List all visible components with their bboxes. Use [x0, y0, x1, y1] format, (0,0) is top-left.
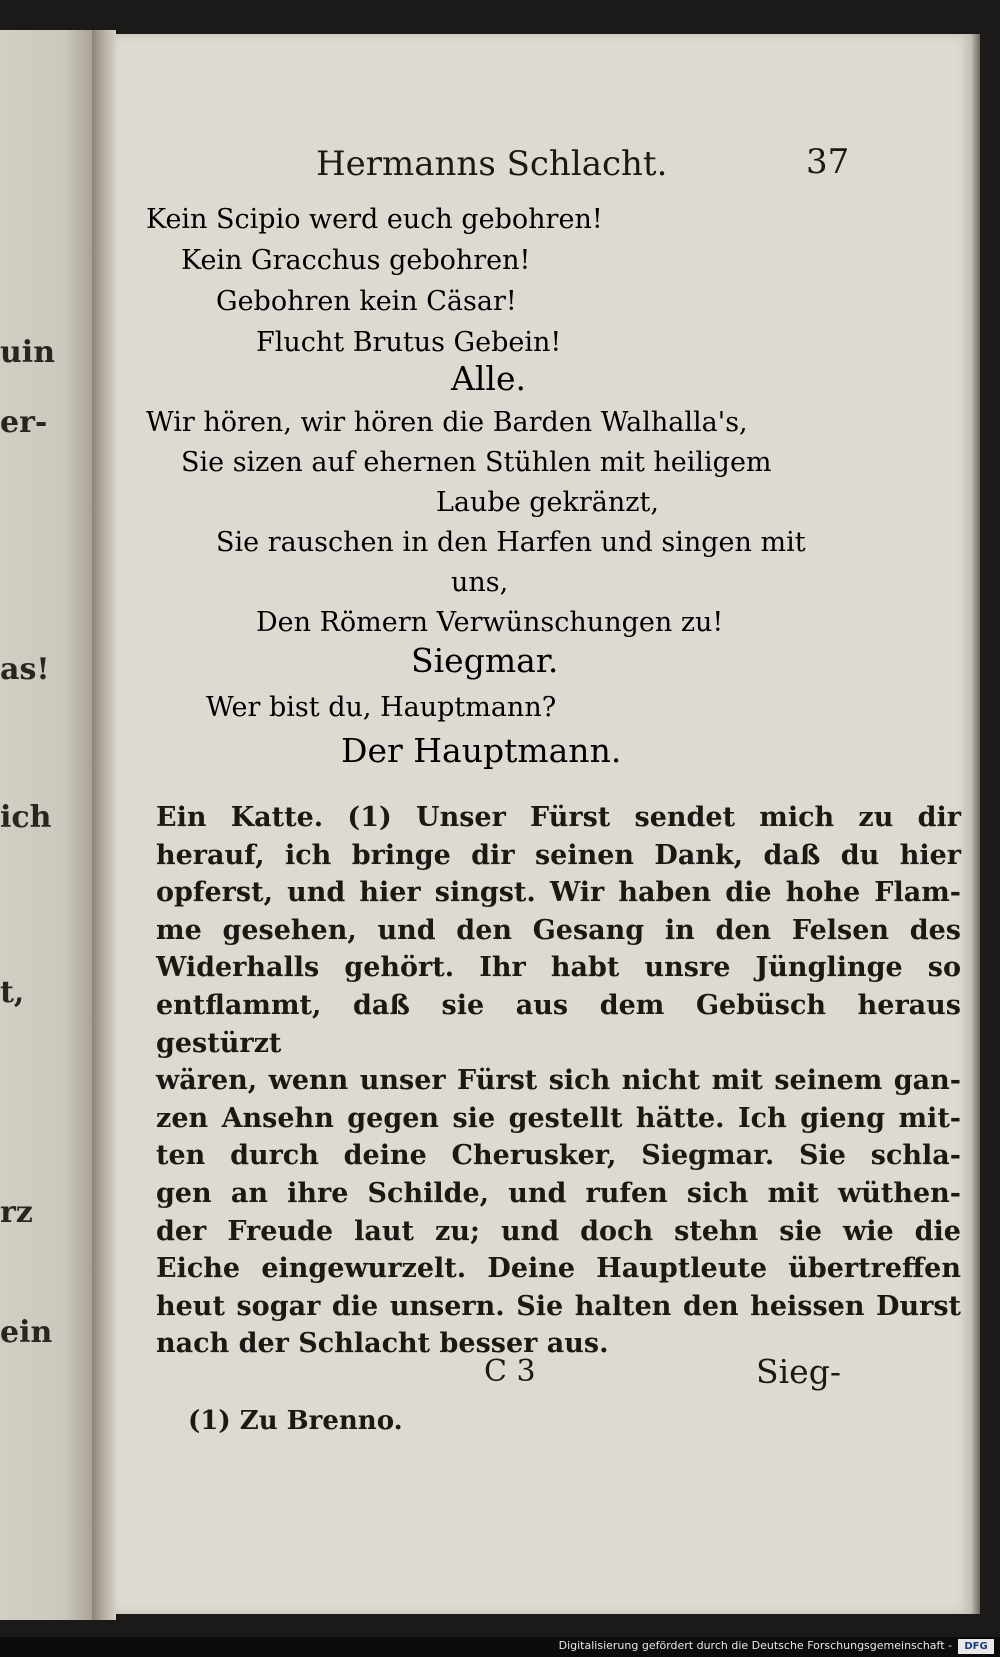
catchword: Sieg- — [756, 1352, 841, 1391]
speaker-heading: Der Hauptmann. — [341, 731, 622, 770]
prose-line: opferst, und hier singst. Wir haben die hohe Flam- — [156, 877, 961, 909]
book-page — [116, 34, 972, 1614]
chorus-line: Laube gekränzt, — [436, 487, 659, 518]
prose-line: zen Ansehn gegen sie gestellt hätte. Ich gieng mit- — [156, 1102, 961, 1134]
book-gutter — [92, 30, 116, 1620]
left-page-fragment: ein — [0, 1315, 53, 1350]
prose-line: gen an ihre Schilde, und rufen sich mit wüthen- — [156, 1177, 961, 1209]
dialogue-line: Wer bist du, Hauptmann? — [206, 692, 557, 723]
left-page-fragment: as! — [0, 652, 50, 687]
prose-line: ten durch deine Cherusker, Siegmar. Sie schla- — [156, 1140, 961, 1172]
left-page-edge — [0, 30, 92, 1620]
prose-paragraph — [156, 799, 961, 1363]
speaker-heading: Siegmar. — [411, 641, 559, 680]
chorus-line: Sie sizen auf ehernen Stühlen mit heiligem — [181, 447, 772, 478]
prose-line: me gesehen, und den Gesang in den Felsen des — [156, 914, 961, 946]
banner-text: Digitalisierung gefördert durch die Deutsche Forschungsgemeinschaft - — [558, 1639, 952, 1652]
prose-line: Eiche eingewurzelt. Deine Hauptleute übertreffen — [156, 1253, 961, 1285]
dfg-logo-icon: DFG — [958, 1639, 994, 1654]
footnote: (1) Zu Brenno. — [188, 1406, 403, 1436]
prose-line: herauf, ich bringe dir seinen Dank, daß du hier — [156, 839, 961, 871]
verse-line: Flucht Brutus Gebein! — [256, 327, 562, 358]
chorus-line: Den Römern Verwünschungen zu! — [256, 607, 724, 638]
prose-line: nach der Schlacht besser aus. — [156, 1328, 609, 1360]
left-page-fragment: rz — [0, 1195, 33, 1230]
chorus-line: Sie rauschen in den Harfen und singen mit — [216, 527, 806, 558]
running-head: Hermanns Schlacht. — [316, 144, 668, 184]
prose-line: Ein Katte. (1) Unser Fürst sendet mich zu dir — [156, 802, 961, 833]
speaker-heading: Alle. — [451, 359, 526, 398]
signature-mark: C 3 — [484, 1354, 536, 1389]
prose-line: Widerhalls gehört. Ihr habt unsre Jünglinge so — [156, 952, 961, 984]
page-number: 37 — [806, 142, 850, 182]
digitization-banner — [0, 1637, 1000, 1657]
prose-line: heut sogar die unsern. Sie halten den heissen Durst — [156, 1290, 961, 1322]
verse-line: Gebohren kein Cäsar! — [216, 286, 517, 317]
chorus-line: uns, — [451, 567, 509, 598]
prose-line: entflammt, daß sie aus dem Gebüsch heraus gestürzt — [156, 989, 961, 1059]
prose-line: der Freude laut zu; und doch stehn sie wie die — [156, 1215, 961, 1247]
verse-line: Kein Scipio werd euch gebohren! — [146, 204, 603, 235]
prose-line: wären, wenn unser Fürst sich nicht mit seinem gan- — [156, 1065, 961, 1097]
left-page-fragment: ich — [0, 800, 52, 835]
left-page-fragment: uin — [0, 335, 56, 370]
verse-line: Kein Gracchus gebohren! — [181, 245, 531, 276]
left-page-fragment: er- — [0, 405, 48, 440]
page-edge — [972, 34, 980, 1614]
left-page-fragment: t, — [0, 975, 25, 1010]
chorus-line: Wir hören, wir hören die Barden Walhalla's, — [146, 407, 748, 438]
